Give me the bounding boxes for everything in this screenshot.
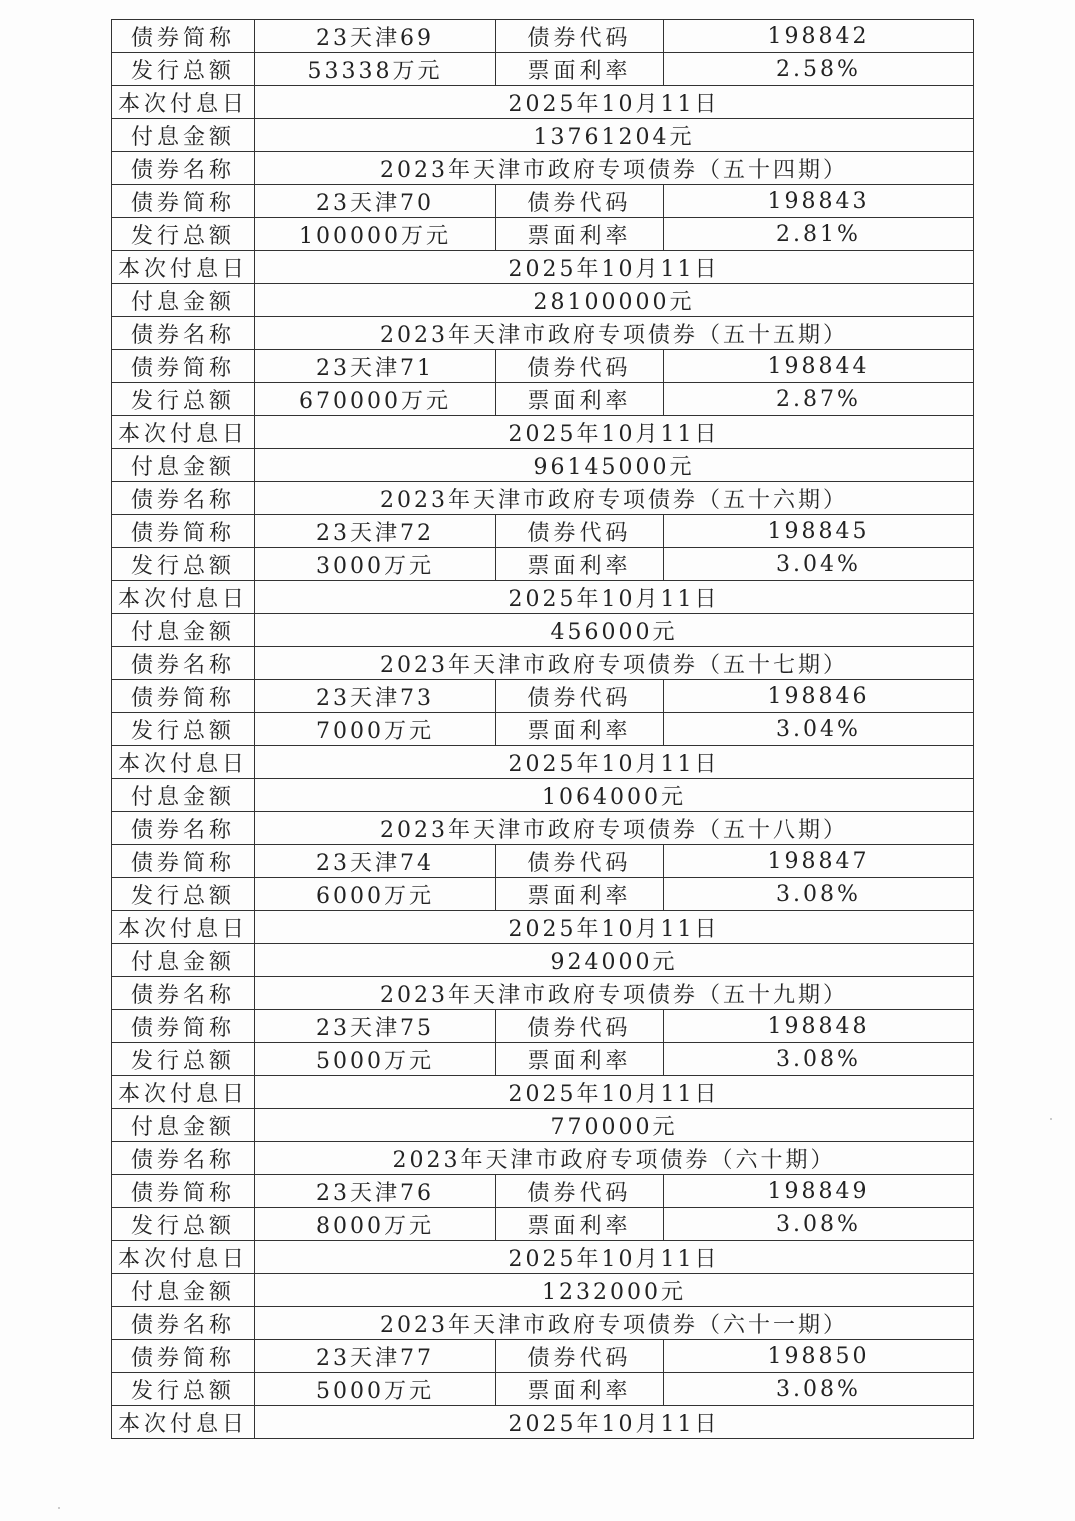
payment-date-value: 2025年10月11日: [255, 1406, 974, 1439]
issue-amount-value: 670000万元: [255, 383, 496, 416]
payment-date-label: 本次付息日: [112, 746, 255, 779]
coupon-rate-value: 3.08%: [664, 1043, 974, 1076]
bond-name-label: 债券名称: [112, 977, 255, 1010]
table-row: [112, 977, 974, 1010]
issue-amount-label: 发行总额: [112, 878, 255, 911]
short-name-label: 债券简称: [112, 680, 255, 713]
bond-code-label: 债券代码: [496, 185, 664, 218]
table-row: [112, 416, 974, 449]
coupon-rate-label: 票面利率: [496, 1208, 664, 1241]
payment-date-value: 2025年10月11日: [255, 746, 974, 779]
table-row: [112, 581, 974, 614]
table-row: [112, 1076, 974, 1109]
bond-code-label: 债券代码: [496, 845, 664, 878]
table-row: [112, 614, 974, 647]
short-name-value: 23天津76: [255, 1175, 496, 1208]
issue-amount-value: 7000万元: [255, 713, 496, 746]
coupon-rate-label: 票面利率: [496, 878, 664, 911]
interest-amount-value: 1064000元: [255, 779, 974, 812]
bond-code-label: 债券代码: [496, 680, 664, 713]
coupon-rate-value: 2.81%: [664, 218, 974, 251]
interest-amount-label: 付息金额: [112, 284, 255, 317]
table-row: [112, 812, 974, 845]
bond-name-label: 债券名称: [112, 647, 255, 680]
bond-name-value: 2023年天津市政府专项债券（六十一期）: [255, 1307, 974, 1340]
table-row: [112, 1373, 974, 1406]
payment-date-label: 本次付息日: [112, 581, 255, 614]
bond-name-value: 2023年天津市政府专项债券（五十八期）: [255, 812, 974, 845]
short-name-label: 债券简称: [112, 185, 255, 218]
short-name-value: 23天津77: [255, 1340, 496, 1373]
payment-date-label: 本次付息日: [112, 251, 255, 284]
bond-code-label: 债券代码: [496, 1175, 664, 1208]
bond-code-value: 198849: [664, 1175, 974, 1208]
table-row: [112, 218, 974, 251]
payment-date-value: 2025年10月11日: [255, 86, 974, 119]
table-row: [112, 845, 974, 878]
interest-amount-label: 付息金额: [112, 449, 255, 482]
bond-name-label: 债券名称: [112, 1142, 255, 1175]
bond-name-label: 债券名称: [112, 152, 255, 185]
interest-amount-value: 1232000元: [255, 1274, 974, 1307]
coupon-rate-value: 3.04%: [664, 548, 974, 581]
coupon-rate-label: 票面利率: [496, 53, 664, 86]
table-row: [112, 1175, 974, 1208]
bond-name-value: 2023年天津市政府专项债券（五十四期）: [255, 152, 974, 185]
payment-date-label: 本次付息日: [112, 1241, 255, 1274]
bond-code-value: 198850: [664, 1340, 974, 1373]
bond-name-value: 2023年天津市政府专项债券（五十七期）: [255, 647, 974, 680]
table-row: [112, 713, 974, 746]
payment-date-label: 本次付息日: [112, 86, 255, 119]
short-name-label: 债券简称: [112, 1010, 255, 1043]
short-name-label: 债券简称: [112, 845, 255, 878]
bond-name-value: 2023年天津市政府专项债券（五十九期）: [255, 977, 974, 1010]
table-row: [112, 647, 974, 680]
payment-date-value: 2025年10月11日: [255, 911, 974, 944]
table-row: [112, 1340, 974, 1373]
table-row: [112, 911, 974, 944]
bond-code-label: 债券代码: [496, 20, 664, 53]
short-name-value: 23天津73: [255, 680, 496, 713]
payment-date-value: 2025年10月11日: [255, 1076, 974, 1109]
issue-amount-label: 发行总额: [112, 1043, 255, 1076]
table-row: [112, 1043, 974, 1076]
payment-date-value: 2025年10月11日: [255, 251, 974, 284]
table-row: [112, 482, 974, 515]
bond-interest-table: [111, 19, 974, 1439]
issue-amount-label: 发行总额: [112, 713, 255, 746]
coupon-rate-label: 票面利率: [496, 548, 664, 581]
interest-amount-label: 付息金额: [112, 779, 255, 812]
table-row: [112, 1142, 974, 1175]
short-name-value: 23天津75: [255, 1010, 496, 1043]
table-row: [112, 746, 974, 779]
bond-name-label: 债券名称: [112, 317, 255, 350]
table-row: [112, 680, 974, 713]
short-name-value: 23天津72: [255, 515, 496, 548]
payment-date-value: 2025年10月11日: [255, 416, 974, 449]
coupon-rate-label: 票面利率: [496, 1043, 664, 1076]
bond-code-value: 198845: [664, 515, 974, 548]
interest-amount-label: 付息金额: [112, 1109, 255, 1142]
interest-amount-label: 付息金额: [112, 614, 255, 647]
bond-code-value: 198846: [664, 680, 974, 713]
interest-amount-value: 96145000元: [255, 449, 974, 482]
table-row: [112, 1109, 974, 1142]
table-row: [112, 1307, 974, 1340]
coupon-rate-label: 票面利率: [496, 218, 664, 251]
short-name-value: 23天津71: [255, 350, 496, 383]
table-row: [112, 152, 974, 185]
interest-amount-value: 770000元: [255, 1109, 974, 1142]
issue-amount-value: 100000万元: [255, 218, 496, 251]
bond-code-value: 198847: [664, 845, 974, 878]
short-name-label: 债券简称: [112, 1340, 255, 1373]
interest-amount-label: 付息金额: [112, 944, 255, 977]
payment-date-value: 2025年10月11日: [255, 1241, 974, 1274]
issue-amount-value: 5000万元: [255, 1373, 496, 1406]
issue-amount-value: 5000万元: [255, 1043, 496, 1076]
interest-amount-value: 924000元: [255, 944, 974, 977]
issue-amount-label: 发行总额: [112, 383, 255, 416]
interest-amount-value: 28100000元: [255, 284, 974, 317]
coupon-rate-value: 3.08%: [664, 878, 974, 911]
bond-code-label: 债券代码: [496, 1010, 664, 1043]
table-row: [112, 53, 974, 86]
bond-name-label: 债券名称: [112, 1307, 255, 1340]
issue-amount-label: 发行总额: [112, 548, 255, 581]
coupon-rate-label: 票面利率: [496, 713, 664, 746]
table-row: [112, 779, 974, 812]
bond-name-label: 债券名称: [112, 812, 255, 845]
bond-code-value: 198842: [664, 20, 974, 53]
coupon-rate-value: 3.08%: [664, 1373, 974, 1406]
short-name-label: 债券简称: [112, 1175, 255, 1208]
issue-amount-label: 发行总额: [112, 1373, 255, 1406]
short-name-value: 23天津74: [255, 845, 496, 878]
table-row: [112, 1241, 974, 1274]
coupon-rate-value: 3.08%: [664, 1208, 974, 1241]
bond-name-value: 2023年天津市政府专项债券（五十五期）: [255, 317, 974, 350]
coupon-rate-label: 票面利率: [496, 383, 664, 416]
issue-amount-label: 发行总额: [112, 218, 255, 251]
scan-speck: [58, 1507, 60, 1509]
bond-code-label: 债券代码: [496, 1340, 664, 1373]
payment-date-label: 本次付息日: [112, 1076, 255, 1109]
bond-code-value: 198848: [664, 1010, 974, 1043]
payment-date-label: 本次付息日: [112, 416, 255, 449]
short-name-label: 债券简称: [112, 20, 255, 53]
table-row: [112, 185, 974, 218]
coupon-rate-value: 3.04%: [664, 713, 974, 746]
payment-date-value: 2025年10月11日: [255, 581, 974, 614]
coupon-rate-label: 票面利率: [496, 1373, 664, 1406]
table-row: [112, 1274, 974, 1307]
table-row: [112, 515, 974, 548]
table-row: [112, 1406, 974, 1439]
short-name-label: 债券简称: [112, 515, 255, 548]
interest-amount-label: 付息金额: [112, 119, 255, 152]
table-row: [112, 20, 974, 53]
coupon-rate-value: 2.58%: [664, 53, 974, 86]
interest-amount-label: 付息金额: [112, 1274, 255, 1307]
bond-name-value: 2023年天津市政府专项债券（六十期）: [255, 1142, 974, 1175]
interest-amount-value: 13761204元: [255, 119, 974, 152]
table-row: [112, 317, 974, 350]
table-row: [112, 1208, 974, 1241]
payment-date-label: 本次付息日: [112, 1406, 255, 1439]
issue-amount-value: 3000万元: [255, 548, 496, 581]
bond-name-label: 债券名称: [112, 482, 255, 515]
table-row: [112, 944, 974, 977]
bond-code-label: 债券代码: [496, 350, 664, 383]
table-row: [112, 119, 974, 152]
interest-amount-value: 456000元: [255, 614, 974, 647]
table-row: [112, 1010, 974, 1043]
short-name-value: 23天津70: [255, 185, 496, 218]
issue-amount-value: 6000万元: [255, 878, 496, 911]
table-row: [112, 251, 974, 284]
bond-code-label: 债券代码: [496, 515, 664, 548]
table-row: [112, 548, 974, 581]
short-name-value: 23天津69: [255, 20, 496, 53]
table-row: [112, 86, 974, 119]
table-row: [112, 878, 974, 911]
issue-amount-label: 发行总额: [112, 53, 255, 86]
table-row: [112, 449, 974, 482]
bond-code-value: 198843: [664, 185, 974, 218]
issue-amount-value: 53338万元: [255, 53, 496, 86]
issue-amount-label: 发行总额: [112, 1208, 255, 1241]
issue-amount-value: 8000万元: [255, 1208, 496, 1241]
scan-speck: [1050, 1118, 1052, 1120]
table-row: [112, 284, 974, 317]
table-row: [112, 383, 974, 416]
bond-name-value: 2023年天津市政府专项债券（五十六期）: [255, 482, 974, 515]
table-row: [112, 350, 974, 383]
bond-code-value: 198844: [664, 350, 974, 383]
coupon-rate-value: 2.87%: [664, 383, 974, 416]
payment-date-label: 本次付息日: [112, 911, 255, 944]
short-name-label: 债券简称: [112, 350, 255, 383]
